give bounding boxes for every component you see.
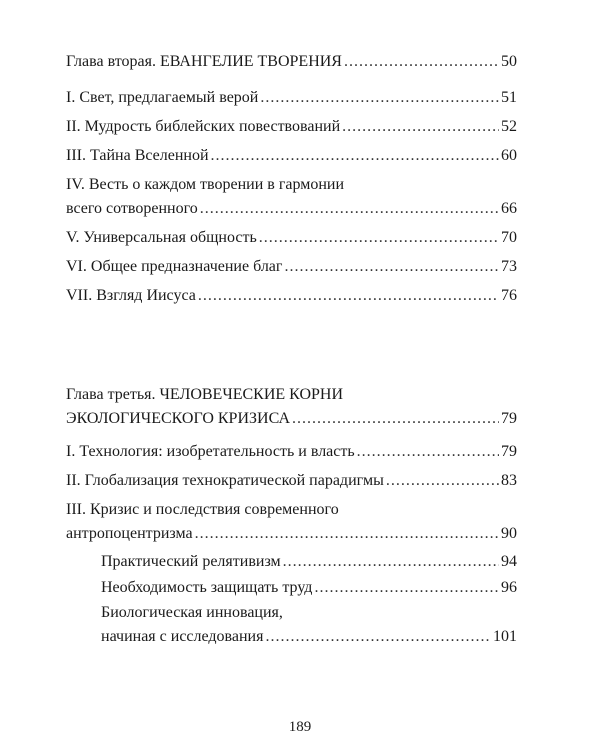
toc-entry-page: 52 xyxy=(501,118,517,135)
toc-subentry xyxy=(101,603,517,647)
dot-leader xyxy=(198,286,499,306)
toc-entry-title-line1: III. Кризис и последствия современного xyxy=(66,501,339,518)
chapter-3-heading xyxy=(66,385,517,429)
toc-entry-page: 60 xyxy=(501,147,517,164)
toc-entry-title: I. Технология: изобретательность и власть xyxy=(66,443,355,460)
toc-entry-title-line2: всего сотворенного xyxy=(66,200,198,217)
dot-leader xyxy=(260,88,499,108)
toc-entry-title: II. Глобализация технократической парадигмы xyxy=(66,472,384,489)
chapter-2-heading-title: Глава вторая. ЕВАНГЕЛИЕ ТВОРЕНИЯ xyxy=(66,53,342,70)
chapter-3-heading-page: 79 xyxy=(501,410,517,427)
toc-entry-page: 51 xyxy=(501,89,517,106)
toc-subentry-page: 101 xyxy=(493,628,517,645)
dot-leader xyxy=(265,627,491,647)
toc-subentry-title: Необходимость защищать труд xyxy=(101,579,313,596)
toc-subentry-title-line1: Биологическая инновация, xyxy=(101,604,283,621)
toc-entry-title: VII. Взгляд Иисуса xyxy=(66,287,196,304)
dot-leader xyxy=(259,228,499,248)
toc-entry xyxy=(66,442,517,462)
dot-leader xyxy=(200,199,499,219)
dot-leader xyxy=(342,117,499,137)
toc-entry-page: 79 xyxy=(501,443,517,460)
dot-leader xyxy=(211,146,499,166)
toc-entry-title-line2: антропоцентризма xyxy=(66,525,193,542)
toc-entry-title: V. Универсальная общность xyxy=(66,229,257,246)
toc-entry-title: I. Свет, предлагаемый верой xyxy=(66,89,259,106)
dot-leader xyxy=(284,257,499,277)
toc-entry xyxy=(66,175,517,219)
chapter-3-heading-line2: ЭКОЛОГИЧЕСКОГО КРИЗИСА xyxy=(66,410,291,427)
toc-subentry xyxy=(101,578,517,598)
toc-subentry-title: Практический релятивизм xyxy=(101,553,281,570)
toc-subentry-page: 94 xyxy=(501,553,517,570)
dot-leader xyxy=(195,524,499,544)
dot-leader xyxy=(386,471,499,491)
dot-leader xyxy=(292,409,499,429)
toc-entry-title: III. Тайна Вселенной xyxy=(66,147,209,164)
toc-entry xyxy=(66,286,517,306)
chapter-3-heading-line1: Глава третья. ЧЕЛОВЕЧЕСКИЕ КОРНИ xyxy=(66,386,344,403)
toc-entry-page: 90 xyxy=(501,525,517,542)
toc-entry xyxy=(66,500,517,544)
toc-entry xyxy=(66,117,517,137)
chapter-2-heading-page: 50 xyxy=(501,53,517,70)
toc-entry-title: II. Мудрость библейских повествований xyxy=(66,118,341,135)
toc-entry xyxy=(66,146,517,166)
toc-entry-page: 70 xyxy=(501,229,517,246)
toc-subentry-page: 96 xyxy=(501,579,517,596)
toc-entry-page: 83 xyxy=(501,472,517,489)
dot-leader xyxy=(357,442,499,462)
toc-entry-title: VI. Общее предназначение благ xyxy=(66,258,283,275)
toc-subentry-title-line2: начиная с исследования xyxy=(101,628,264,645)
dot-leader xyxy=(344,52,499,72)
chapter-2-heading xyxy=(66,52,517,72)
toc-entry xyxy=(66,88,517,108)
toc-entry xyxy=(66,471,517,491)
toc-subentry xyxy=(101,552,517,572)
toc-entry-title-line1: IV. Весть о каждом творении в гармонии xyxy=(66,176,345,193)
toc-entry xyxy=(66,257,517,277)
page-number: 189 xyxy=(288,719,312,735)
toc-entry-page: 66 xyxy=(501,200,517,217)
toc-entry xyxy=(66,228,517,248)
dot-leader xyxy=(314,578,499,598)
dot-leader xyxy=(283,552,499,572)
toc-entry-page: 76 xyxy=(501,287,517,304)
toc-entry-page: 73 xyxy=(501,258,517,275)
